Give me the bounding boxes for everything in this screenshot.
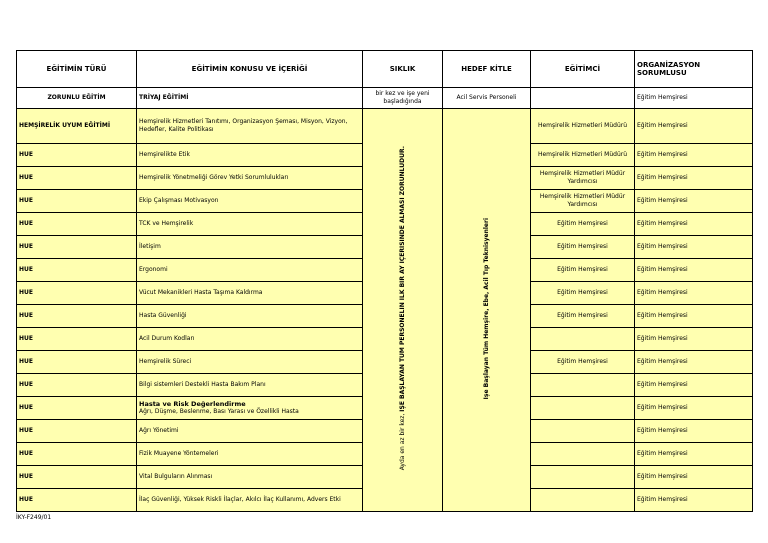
row-content: Hemşirelik Yönetmeliği Görev Yetki Sorumlulukları <box>137 167 363 190</box>
row-trainer <box>531 397 635 420</box>
row-content: Hemşirelik Hizmetleri Tanıtımı, Organizasyon Şeması, Misyon, Vizyon, Hedefler, Kalite Politikası <box>137 109 363 144</box>
row-trainer <box>531 489 635 512</box>
row-organizer: Eğitim Hemşiresi <box>635 328 753 351</box>
row-organizer: Eğitim Hemşiresi <box>635 213 753 236</box>
row-organizer: Eğitim Hemşiresi <box>635 351 753 374</box>
mandatory-row <box>17 88 753 109</box>
row-content: Ergonomi <box>137 259 363 282</box>
row-trainer <box>531 443 635 466</box>
row-organizer: Eğitim Hemşiresi <box>635 144 753 167</box>
row-content: İlaç Güvenliği, Yüksek Riskli İlaçlar, Akılcı İlaç Kullanımı, Advers Etki <box>137 489 363 512</box>
row-type: HUE <box>17 236 137 259</box>
mandatory-organizer: Eğitim Hemşiresi <box>635 88 753 109</box>
row-content: Vücut Mekanikleri Hasta Taşıma Kaldırma <box>137 282 363 305</box>
row-trainer <box>531 466 635 489</box>
row-trainer: Eğitim Hemşiresi <box>531 259 635 282</box>
row-content-detail: Ağrı, Düşme, Beslenme, Bası Yarası ve Özellikli Hasta <box>139 408 299 415</box>
row-type: HUE <box>17 190 137 213</box>
mandatory-frequency: bir kez ve işe yeni başladığında <box>363 88 443 109</box>
audience-merged <box>443 109 531 512</box>
row-content: Ağrı Yönetimi <box>137 420 363 443</box>
row-organizer: Eğitim Hemşiresi <box>635 109 753 144</box>
row-type: HUE <box>17 374 137 397</box>
row-organizer: Eğitim Hemşiresi <box>635 443 753 466</box>
row-type: HUE <box>17 328 137 351</box>
row-content: Hemşirelik Süreci <box>137 351 363 374</box>
row-trainer: Eğitim Hemşiresi <box>531 236 635 259</box>
row-organizer: Eğitim Hemşiresi <box>635 397 753 420</box>
row-content: Ekip Çalışması Motivasyon <box>137 190 363 213</box>
row-type: HUE <box>17 397 137 420</box>
row-trainer: Hemşirelik Hizmetleri Müdür Yardımcısı <box>531 167 635 190</box>
row-trainer: Eğitim Hemşiresi <box>531 213 635 236</box>
frequency-vertical-text: Ayda en az bir kez, İŞE BAŞLAYAN TÜM PERSONELİN İLK BİR AY İÇERİSİNDE ALMASI ZORUNLUDUR. <box>398 146 406 471</box>
row-organizer: Eğitim Hemşiresi <box>635 466 753 489</box>
row-trainer <box>531 328 635 351</box>
audience-vertical-text: İşe Başlayan Tüm Hemşire, Ebe, Acil Tıp Teknisyenleri <box>482 217 490 400</box>
row-content: Vital Bulguların Alınması <box>137 466 363 489</box>
row-organizer: Eğitim Hemşiresi <box>635 282 753 305</box>
row-type: HEMŞİRELİK UYUM EĞİTİMİ <box>17 109 137 144</box>
training-plan-table <box>16 50 753 512</box>
row-type: HUE <box>17 466 137 489</box>
row-type: HUE <box>17 167 137 190</box>
header-content: EĞİTİMİN KONUSU VE İÇERİĞİ <box>137 51 363 88</box>
header-organizer: ORGANİZASYON SORUMLUSU <box>635 51 753 88</box>
row-content: Hasta Güvenliği <box>137 305 363 328</box>
form-code: İKY-F249/01 <box>16 514 52 521</box>
row-trainer <box>531 420 635 443</box>
row-trainer: Hemşirelik Hizmetleri Müdür Yardımcısı <box>531 190 635 213</box>
header-audience: HEDEF KİTLE <box>443 51 531 88</box>
header-trainer: EĞİTİMCİ <box>531 51 635 88</box>
row-organizer: Eğitim Hemşiresi <box>635 374 753 397</box>
row-type: HUE <box>17 443 137 466</box>
header-frequency: SIKLIK <box>363 51 443 88</box>
row-content: Bilgi sistemleri Destekli Hasta Bakım Planı <box>137 374 363 397</box>
mandatory-content: TRİYAJ EĞİTİMİ <box>137 88 363 109</box>
row-organizer: Eğitim Hemşiresi <box>635 259 753 282</box>
row-type: HUE <box>17 420 137 443</box>
row-type: HUE <box>17 213 137 236</box>
header-type: EĞİTİMİN TÜRÜ <box>17 51 137 88</box>
row-content-title: Hasta ve Risk Değerlendirme <box>139 400 246 408</box>
row-organizer: Eğitim Hemşiresi <box>635 190 753 213</box>
row-content <box>137 397 363 420</box>
row-type: HUE <box>17 282 137 305</box>
row-organizer: Eğitim Hemşiresi <box>635 489 753 512</box>
row-content: Fizik Muayene Yöntemeleri <box>137 443 363 466</box>
mandatory-audience: Acil Servis Personeli <box>443 88 531 109</box>
row-trainer: Hemşirelik Hizmetleri Müdürü <box>531 144 635 167</box>
row-type: HUE <box>17 305 137 328</box>
frequency-merged <box>363 109 443 512</box>
table-row <box>17 109 753 144</box>
row-organizer: Eğitim Hemşiresi <box>635 167 753 190</box>
row-content: Acil Durum Kodları <box>137 328 363 351</box>
row-type: HUE <box>17 259 137 282</box>
row-trainer: Hemşirelik Hizmetleri Müdürü <box>531 109 635 144</box>
row-trainer: Eğitim Hemşiresi <box>531 351 635 374</box>
mandatory-type: ZORUNLU EĞİTİM <box>17 88 137 109</box>
row-organizer: Eğitim Hemşiresi <box>635 420 753 443</box>
row-organizer: Eğitim Hemşiresi <box>635 236 753 259</box>
row-content: İletişim <box>137 236 363 259</box>
header-row <box>17 51 753 88</box>
row-trainer <box>531 374 635 397</box>
row-type: HUE <box>17 351 137 374</box>
mandatory-trainer <box>531 88 635 109</box>
row-trainer: Eğitim Hemşiresi <box>531 305 635 328</box>
row-organizer: Eğitim Hemşiresi <box>635 305 753 328</box>
row-content: TCK ve Hemşirelik <box>137 213 363 236</box>
row-type: HUE <box>17 489 137 512</box>
row-trainer: Eğitim Hemşiresi <box>531 282 635 305</box>
row-content: Hemşirelikte Etik <box>137 144 363 167</box>
row-type: HUE <box>17 144 137 167</box>
